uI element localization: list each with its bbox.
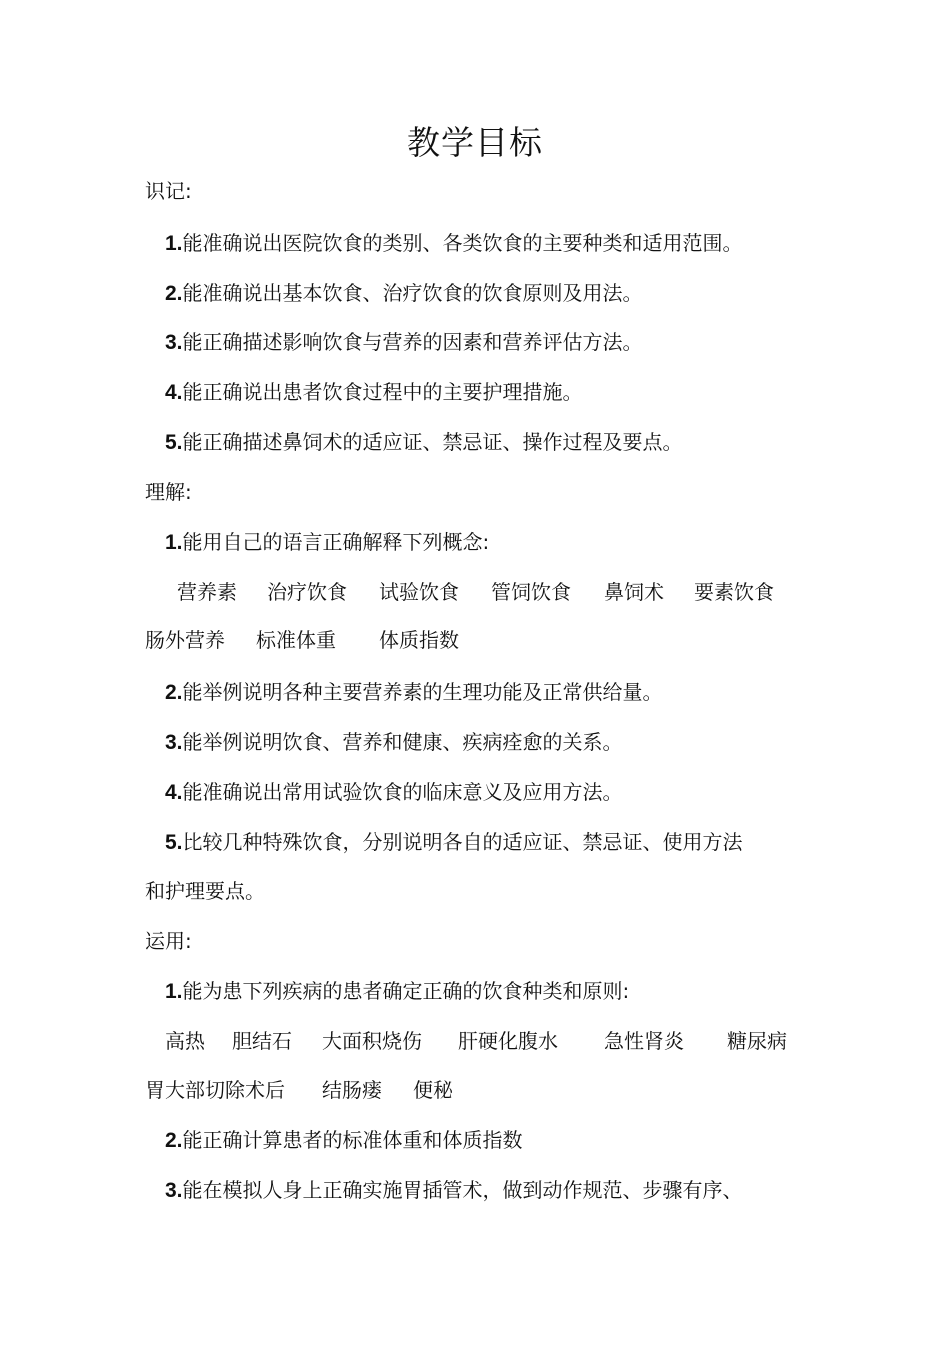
recall-item-4 [165, 377, 583, 407]
disease-term: 大面积烧伤 [322, 1029, 422, 1053]
disease-term: 高热 [165, 1029, 205, 1053]
apply-item-3 [165, 1175, 743, 1205]
item-number: 5. [165, 831, 183, 854]
disease-term: 糖尿病 [727, 1029, 787, 1053]
understand-item-5 [165, 827, 743, 857]
item-number: 3. [165, 731, 183, 754]
item-text: 能准确说出常用试验饮食的临床意义及应用方法。 [182, 780, 623, 804]
understand-item-4 [165, 777, 623, 807]
item-text: 能举例说明饮食、营养和健康、疾病痊愈的关系。 [182, 730, 623, 754]
concept-term: 营养素 [177, 580, 237, 604]
section-heading-recall: 识记: [145, 179, 192, 203]
concept-term: 管饲饮食 [491, 580, 571, 604]
item-text: 能准确说出医院饮食的类别、各类饮食的主要种类和适用范围。 [182, 231, 743, 255]
item-number: 1. [165, 232, 183, 255]
concept-term: 鼻饲术 [604, 580, 664, 604]
item-text: 能用自己的语言正确解释下列概念: [182, 530, 490, 554]
section-heading-understand: 理解: [145, 480, 192, 504]
disease-term: 肝硬化腹水 [458, 1029, 558, 1053]
disease-term: 胆结石 [232, 1029, 292, 1053]
understand-item-3 [165, 727, 623, 757]
item-number: 3. [165, 331, 183, 354]
item-text: 能正确描述影响饮食与营养的因素和营养评估方法。 [182, 330, 643, 354]
concept-term: 要素饮食 [694, 580, 774, 604]
disease-term: 胃大部切除术后 [145, 1078, 285, 1102]
item-number: 5. [165, 431, 183, 454]
disease-term: 急性肾炎 [604, 1029, 684, 1053]
item-text: 能为患下列疾病的患者确定正确的饮食种类和原则: [182, 979, 630, 1003]
item-number: 2. [165, 1129, 183, 1152]
item-number: 3. [165, 1179, 183, 1202]
concept-term: 试验饮食 [379, 580, 459, 604]
recall-item-3 [165, 327, 643, 357]
item-number: 1. [165, 980, 183, 1003]
item-text: 能正确计算患者的标准体重和体质指数 [182, 1128, 523, 1152]
disease-term: 结肠瘘 [322, 1078, 382, 1102]
item-text: 比较几种特殊饮食，分别说明各自的适应证、禁忌证、使用方法 [182, 830, 743, 854]
concept-term: 治疗饮食 [267, 580, 347, 604]
recall-item-1 [165, 228, 743, 258]
page-title: 教学目标 [407, 123, 543, 162]
section-heading-apply: 运用: [145, 929, 192, 953]
concept-term: 肠外营养 [145, 628, 225, 652]
apply-item-1 [165, 976, 629, 1006]
item-text: 能准确说出基本饮食、治疗饮食的饮食原则及用法。 [182, 281, 643, 305]
item-text: 能举例说明各种主要营养素的生理功能及正常供给量。 [182, 680, 663, 704]
concept-term: 标准体重 [256, 628, 336, 652]
item-number: 1. [165, 531, 183, 554]
disease-term: 便秘 [413, 1078, 453, 1102]
understand-item-5-continuation: 和护理要点。 [145, 879, 265, 903]
understand-item-1 [165, 527, 489, 557]
recall-item-5 [165, 427, 683, 457]
apply-item-2 [165, 1125, 523, 1155]
item-text: 能正确描述鼻饲术的适应证、禁忌证、操作过程及要点。 [182, 430, 683, 454]
recall-item-2 [165, 278, 643, 308]
item-text: 能正确说出患者饮食过程中的主要护理措施。 [182, 380, 583, 404]
understand-item-2 [165, 677, 663, 707]
item-number: 4. [165, 781, 183, 804]
concept-term: 体质指数 [379, 628, 459, 652]
item-number: 2. [165, 681, 183, 704]
item-number: 4. [165, 381, 183, 404]
item-text: 能在模拟人身上正确实施胃插管术，做到动作规范、步骤有序、 [182, 1178, 743, 1202]
item-number: 2. [165, 282, 183, 305]
